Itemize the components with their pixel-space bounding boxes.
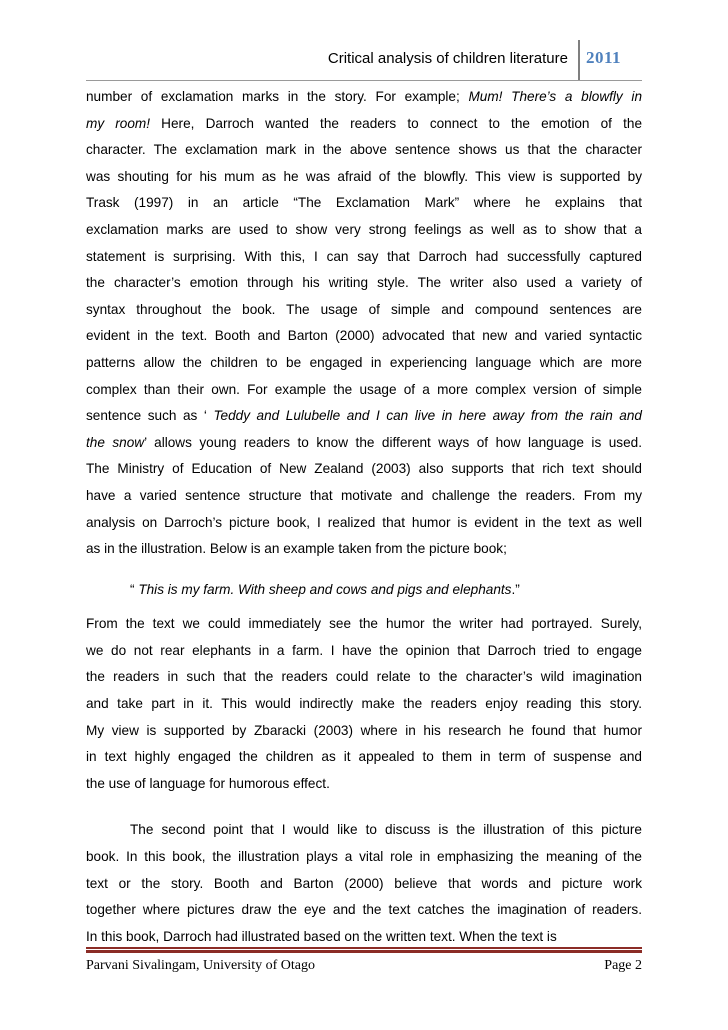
text-line: as in the illustration. Below is an example taken from the picture book; <box>86 541 507 557</box>
text-line: book. In this book, the illustration plays a vital role in emphasizing the meaning of the <box>86 849 642 865</box>
text-line: patterns allow the children to be engaged in experiencing language which are more <box>86 354 642 370</box>
footer-divider-thin <box>86 947 642 949</box>
header-title: Critical analysis of children literature <box>327 50 568 67</box>
text-line: number of exclamation marks in the story. For example; Mum! There’s a blowfly in <box>86 89 642 104</box>
text-line: The second point that I would like to discuss is the illustration of this picture <box>130 822 642 838</box>
text-line: complex than their own. For example the usage of a more complex version of simple <box>86 381 642 397</box>
header-year: 2011 <box>586 48 622 67</box>
text-line: and take part in it. This would indirectly make the readers enjoy reading this story. <box>86 696 642 712</box>
text-line: analysis on Darroch’s picture book, I realized that humor is evident in the text as well <box>86 514 642 530</box>
text-line: the snow’ allows young readers to know the different ways of how language is used. <box>86 434 642 450</box>
text-line: Trask (1997) in an article “The Exclamation Mark” where he explains that <box>86 195 642 211</box>
body-text <box>86 89 642 955</box>
page-header <box>86 40 642 80</box>
text-line: In this book, Darroch had illustrated based on the written text. When the text is <box>86 928 557 944</box>
text-line: the character’s emotion through his writing style. The writer also used a variety of <box>86 275 642 291</box>
paragraph-exclamation-syntax <box>86 89 642 568</box>
text-line: syntax throughout the book. The usage of simple and compound sentences are <box>86 301 642 317</box>
text-line: statement is surprising. With this, I can say that Darroch had successfully captured <box>86 248 642 264</box>
text-line: sentence such as ‘ Teddy and Lulubelle and I can live in here away from the rain and <box>86 408 642 424</box>
text-line: was shouting for his mum as he was afraid of the blowfly. This view is supported by <box>86 168 642 184</box>
farm-quote <box>86 582 642 609</box>
text-line: the use of language for humorous effect. <box>86 775 330 791</box>
text-line: the readers in such that the readers could relate to the character’s wild imagination <box>86 669 642 685</box>
text-line: character. The exclamation mark in the above sentence shows us that the character <box>86 142 642 158</box>
text-line: text or the story. Booth and Barton (2000) believe that words and picture work <box>86 875 642 891</box>
text-line: in text highly engaged the children as it appealed to them in term of suspense and <box>86 749 642 765</box>
text-line: have a varied sentence structure that motivate and challenge the readers. From my <box>86 487 642 503</box>
text-line: The Ministry of Education of New Zealand (2003) also supports that rich text should <box>86 461 642 477</box>
text-line: exclamation marks are used to show very strong feelings as well as to show that a <box>86 221 642 237</box>
header-divider <box>86 80 642 81</box>
text-line: My view is supported by Zbaracki (2003) where in his research he found that humor <box>86 722 642 738</box>
footer-page-number: Page 2 <box>604 958 642 973</box>
text-line: From the text we could immediately see the humor the writer had portrayed. Surely, <box>86 616 642 632</box>
footer-divider-thick <box>86 950 642 953</box>
text-line: we do not rear elephants in a farm. I have the opinion that Darroch tried to engage <box>86 642 642 658</box>
footer-author: Parvani Sivalingam, University of Otago <box>86 958 316 973</box>
text-line: my room! Here, Darroch wanted the readers to connect to the emotion of the <box>86 115 642 131</box>
paragraph-illustration <box>86 822 642 955</box>
text-line: evident in the text. Booth and Barton (2000) advocated that new and varied syntactic <box>86 328 642 344</box>
paragraph-humor <box>86 616 642 802</box>
text-line: “ This is my farm. With sheep and cows and pigs and elephants.” <box>130 581 520 597</box>
header-separator <box>578 40 580 80</box>
text-line: together where pictures draw the eye and the text catches the imagination of readers. <box>86 902 642 918</box>
